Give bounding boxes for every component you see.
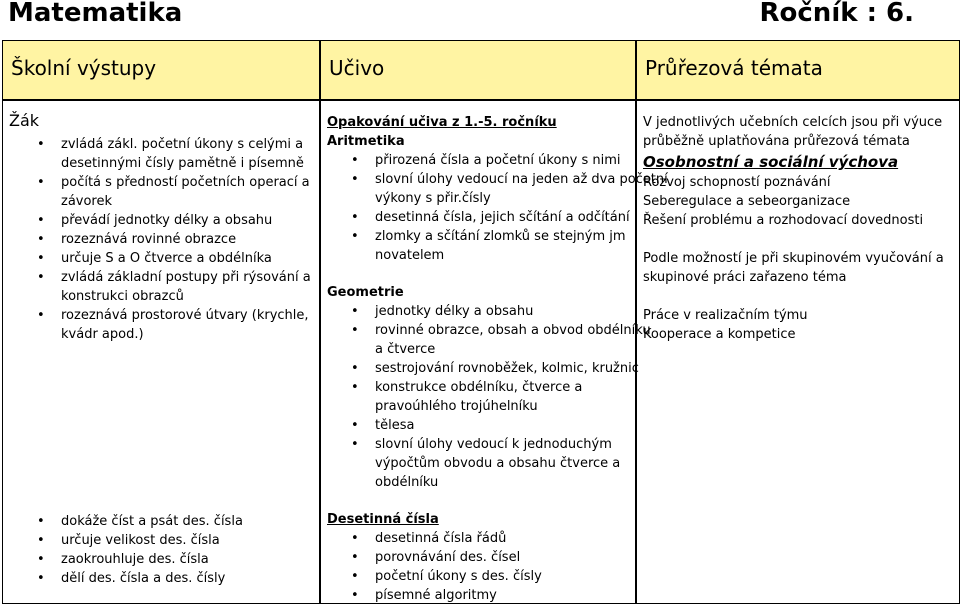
desetinna-list: [375, 529, 542, 605]
list-item: • slovní úlohy vedoucí na jeden až dva početní: [375, 170, 668, 189]
list-item: • rozeznává prostorové útvary (krychle,: [61, 306, 309, 325]
list-item: • sestrojování rovnoběžek, kolmic, kružnic: [375, 359, 639, 378]
grade-title: Ročník : 6.: [759, 0, 914, 28]
aritmetika-list: [375, 151, 668, 189]
list-item: • jednotky délky a obsahu: [375, 302, 651, 321]
header-vystupy: [2, 40, 320, 100]
list-item: • desetinná čísla, jejich sčítání a odčítání: [375, 208, 630, 227]
temata-line: průběžně uplatňována průřezová témata: [643, 134, 910, 149]
list-item: • přirozená čísla a početní úkony s nimi: [375, 151, 668, 170]
list-item-cont: výpočtům obvodu a obsahu čtverce a: [375, 456, 621, 471]
list-item: • zvládá zákl. početní úkony s celými a: [61, 135, 303, 154]
list-item: • dokáže číst a psát des. čísla: [61, 512, 243, 531]
list-item: • převádí jednotky délky a obsahu: [61, 211, 311, 230]
list-item-cont: pravoúhlého trojúhelníku: [375, 399, 538, 414]
vystupy-list-4: [61, 306, 309, 325]
list-item-cont: výkony s přir.čísly: [375, 191, 491, 206]
temata-line: skupinové práci zařazeno téma: [643, 270, 847, 285]
list-item: • rovinné obrazce, obsah a obvod obdélníku: [375, 321, 651, 340]
list-item-cont: obdélníku: [375, 475, 439, 490]
desetinna-heading: Desetinná čísla: [327, 512, 439, 527]
column-ucivo: [320, 100, 668, 604]
temata-line: Rozvoj schopností poznávání: [643, 175, 831, 190]
temata-line: Seberegulace a sebeorganizace: [643, 194, 851, 209]
temata-line: Řešení problému a rozhodovací dovednosti: [643, 213, 924, 228]
list-item: • rozeznává rovinné obrazce: [61, 230, 311, 249]
list-item: • početní úkony s des. čísly: [375, 567, 542, 586]
subject-title: Matematika: [8, 0, 183, 28]
zak-label: Žák: [9, 111, 40, 130]
list-item-cont: konstrukci obrazců: [61, 289, 184, 304]
geometrie-heading: Geometrie: [327, 285, 404, 300]
list-item: • určuje velikost des. čísla: [61, 531, 243, 550]
aritmetika-list-2: [375, 208, 630, 246]
vystupy-list: [61, 135, 303, 154]
list-item: • zaokrouhluje des. čísla: [61, 550, 243, 569]
column-temata: [636, 100, 960, 604]
list-item-cont: desetinnými čísly pamětně i písemně: [61, 156, 304, 171]
opakovani-heading: Opakování učiva z 1.-5. ročníku: [327, 115, 557, 130]
temata-line: V jednotlivých učebních celcích jsou při výuce: [643, 115, 943, 130]
list-item-cont: závorek: [61, 194, 113, 209]
list-item: • písemné algoritmy: [375, 586, 542, 605]
list-item: • zlomky a sčítání zlomků se stejným jm: [375, 227, 630, 246]
vystupy-list-5: [61, 512, 243, 588]
geometrie-list-3: [375, 416, 612, 454]
list-item: • slovní úlohy vedoucí k jednoduchým: [375, 435, 612, 454]
temata-line: Práce v realizačním týmu: [643, 308, 808, 323]
list-item: • tělesa: [375, 416, 612, 435]
aritmetika-heading: Aritmetika: [327, 134, 405, 149]
geometrie-list-2: [375, 359, 639, 397]
list-item: • zvládá základní postupy při rýsování a: [61, 268, 311, 287]
column-vystupy: [2, 100, 320, 604]
header-ucivo-label: Učivo: [329, 56, 385, 80]
header-temata: [636, 40, 960, 100]
list-item: • desetinná čísla řádů: [375, 529, 542, 548]
list-item-cont: novatelem: [375, 248, 445, 263]
header-ucivo: [320, 40, 636, 100]
list-item: • porovnávání des. čísel: [375, 548, 542, 567]
header-temata-label: Průřezová témata: [645, 56, 823, 80]
list-item: • určuje S a O čtverce a obdélníka: [61, 249, 311, 268]
osobnostni-heading: Osobnostní a sociální výchova: [643, 153, 899, 171]
list-item: • počítá s předností početních operací a: [61, 173, 310, 192]
vystupy-list-2: [61, 173, 310, 192]
title-row: [0, 0, 960, 40]
vystupy-list-3: [61, 211, 311, 287]
geometrie-list: [375, 302, 651, 340]
list-item: • dělí des. čísla a des. čísly: [61, 569, 243, 588]
list-item-cont: kvádr apod.): [61, 327, 144, 342]
list-item-cont: a čtverce: [375, 342, 436, 357]
temata-line: Kooperace a kompetice: [643, 327, 796, 342]
header-vystupy-label: Školní výstupy: [11, 56, 157, 80]
list-item: • konstrukce obdélníku, čtverce a: [375, 378, 639, 397]
temata-line: Podle možností je při skupinovém vyučování a: [643, 251, 944, 266]
